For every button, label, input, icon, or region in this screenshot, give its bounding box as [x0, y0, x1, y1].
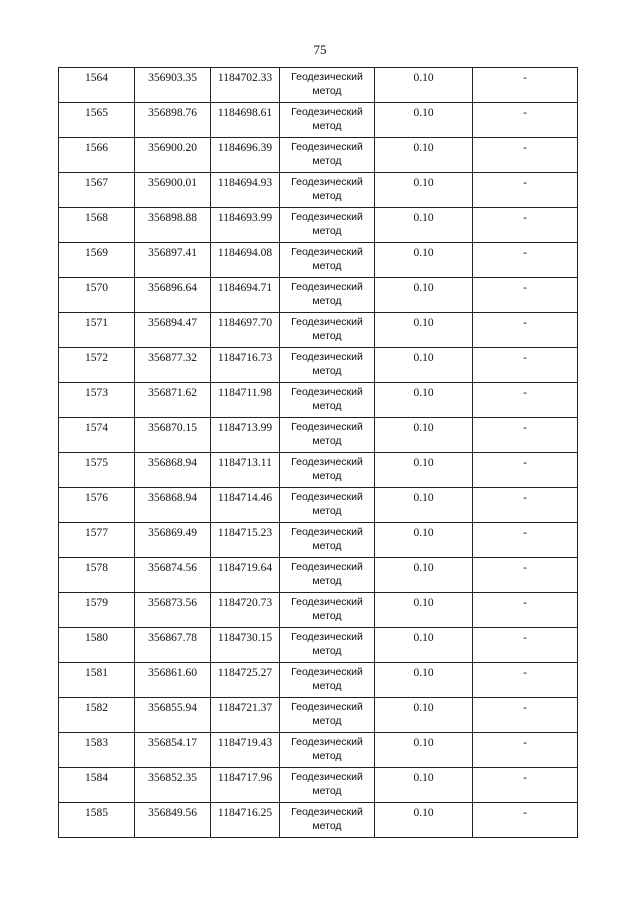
accuracy-cell: 0.10 [375, 593, 473, 628]
x-coordinate-cell: 356900.20 [135, 138, 211, 173]
method-cell: Геодезический метод [280, 138, 375, 173]
x-coordinate-cell: 356861.60 [135, 663, 211, 698]
extra-cell: - [473, 418, 578, 453]
extra-cell: - [473, 138, 578, 173]
point-number-cell: 1585 [59, 803, 135, 838]
table-row [59, 68, 578, 103]
accuracy-cell: 0.10 [375, 348, 473, 383]
point-number-cell: 1565 [59, 103, 135, 138]
point-number-cell: 1581 [59, 663, 135, 698]
y-coordinate-cell: 1184730.15 [211, 628, 280, 663]
y-coordinate-cell: 1184716.25 [211, 803, 280, 838]
extra-cell: - [473, 313, 578, 348]
method-cell: Геодезический метод [280, 243, 375, 278]
table-row [59, 278, 578, 313]
point-number-cell: 1567 [59, 173, 135, 208]
point-number-cell: 1582 [59, 698, 135, 733]
x-coordinate-cell: 356871.62 [135, 383, 211, 418]
y-coordinate-cell: 1184698.61 [211, 103, 280, 138]
accuracy-cell: 0.10 [375, 103, 473, 138]
accuracy-cell: 0.10 [375, 208, 473, 243]
table-row [59, 243, 578, 278]
accuracy-cell: 0.10 [375, 733, 473, 768]
x-coordinate-cell: 356849.56 [135, 803, 211, 838]
method-cell: Геодезический метод [280, 628, 375, 663]
method-cell: Геодезический метод [280, 488, 375, 523]
table-row [59, 768, 578, 803]
table-row [59, 558, 578, 593]
x-coordinate-cell: 356896.64 [135, 278, 211, 313]
y-coordinate-cell: 1184716.73 [211, 348, 280, 383]
table-row [59, 488, 578, 523]
extra-cell: - [473, 208, 578, 243]
y-coordinate-cell: 1184711.98 [211, 383, 280, 418]
y-coordinate-cell: 1184720.73 [211, 593, 280, 628]
method-cell: Геодезический метод [280, 593, 375, 628]
extra-cell: - [473, 803, 578, 838]
x-coordinate-cell: 356854.17 [135, 733, 211, 768]
method-cell: Геодезический метод [280, 348, 375, 383]
point-number-cell: 1579 [59, 593, 135, 628]
extra-cell: - [473, 173, 578, 208]
y-coordinate-cell: 1184714.46 [211, 488, 280, 523]
accuracy-cell: 0.10 [375, 803, 473, 838]
method-cell: Геодезический метод [280, 103, 375, 138]
extra-cell: - [473, 453, 578, 488]
method-cell: Геодезический метод [280, 523, 375, 558]
accuracy-cell: 0.10 [375, 278, 473, 313]
y-coordinate-cell: 1184694.93 [211, 173, 280, 208]
table-row [59, 138, 578, 173]
table-row [59, 208, 578, 243]
method-cell: Геодезический метод [280, 313, 375, 348]
point-number-cell: 1576 [59, 488, 135, 523]
table-row [59, 523, 578, 558]
x-coordinate-cell: 356867.78 [135, 628, 211, 663]
y-coordinate-cell: 1184694.71 [211, 278, 280, 313]
table-row [59, 418, 578, 453]
extra-cell: - [473, 558, 578, 593]
x-coordinate-cell: 356898.76 [135, 103, 211, 138]
point-number-cell: 1569 [59, 243, 135, 278]
x-coordinate-cell: 356877.32 [135, 348, 211, 383]
table-row [59, 103, 578, 138]
extra-cell: - [473, 103, 578, 138]
x-coordinate-cell: 356894.47 [135, 313, 211, 348]
method-cell: Геодезический метод [280, 383, 375, 418]
y-coordinate-cell: 1184719.64 [211, 558, 280, 593]
y-coordinate-cell: 1184694.08 [211, 243, 280, 278]
point-number-cell: 1564 [59, 68, 135, 103]
method-cell: Геодезический метод [280, 698, 375, 733]
method-cell: Геодезический метод [280, 558, 375, 593]
x-coordinate-cell: 356869.49 [135, 523, 211, 558]
extra-cell: - [473, 628, 578, 663]
accuracy-cell: 0.10 [375, 488, 473, 523]
table-row [59, 593, 578, 628]
accuracy-cell: 0.10 [375, 523, 473, 558]
accuracy-cell: 0.10 [375, 453, 473, 488]
point-number-cell: 1584 [59, 768, 135, 803]
accuracy-cell: 0.10 [375, 138, 473, 173]
point-number-cell: 1574 [59, 418, 135, 453]
x-coordinate-cell: 356870.15 [135, 418, 211, 453]
extra-cell: - [473, 523, 578, 558]
x-coordinate-cell: 356873.56 [135, 593, 211, 628]
y-coordinate-cell: 1184702.33 [211, 68, 280, 103]
page-number: 75 [313, 42, 327, 57]
accuracy-cell: 0.10 [375, 68, 473, 103]
x-coordinate-cell: 356874.56 [135, 558, 211, 593]
x-coordinate-cell: 356868.94 [135, 488, 211, 523]
x-coordinate-cell: 356898.88 [135, 208, 211, 243]
x-coordinate-cell: 356855.94 [135, 698, 211, 733]
accuracy-cell: 0.10 [375, 698, 473, 733]
point-number-cell: 1570 [59, 278, 135, 313]
x-coordinate-cell: 356903.35 [135, 68, 211, 103]
y-coordinate-cell: 1184697.70 [211, 313, 280, 348]
accuracy-cell: 0.10 [375, 418, 473, 453]
accuracy-cell: 0.10 [375, 243, 473, 278]
y-coordinate-cell: 1184715.23 [211, 523, 280, 558]
method-cell: Геодезический метод [280, 173, 375, 208]
coordinates-table-body [59, 68, 578, 838]
accuracy-cell: 0.10 [375, 558, 473, 593]
extra-cell: - [473, 68, 578, 103]
y-coordinate-cell: 1184717.96 [211, 768, 280, 803]
accuracy-cell: 0.10 [375, 173, 473, 208]
point-number-cell: 1571 [59, 313, 135, 348]
point-number-cell: 1583 [59, 733, 135, 768]
coordinates-table [58, 67, 578, 838]
table-row [59, 733, 578, 768]
method-cell: Геодезический метод [280, 803, 375, 838]
point-number-cell: 1568 [59, 208, 135, 243]
x-coordinate-cell: 356868.94 [135, 453, 211, 488]
table-row [59, 348, 578, 383]
extra-cell: - [473, 593, 578, 628]
extra-cell: - [473, 488, 578, 523]
y-coordinate-cell: 1184713.11 [211, 453, 280, 488]
accuracy-cell: 0.10 [375, 628, 473, 663]
point-number-cell: 1573 [59, 383, 135, 418]
extra-cell: - [473, 733, 578, 768]
table-row [59, 453, 578, 488]
table-row [59, 383, 578, 418]
y-coordinate-cell: 1184725.27 [211, 663, 280, 698]
y-coordinate-cell: 1184696.39 [211, 138, 280, 173]
accuracy-cell: 0.10 [375, 383, 473, 418]
y-coordinate-cell: 1184721.37 [211, 698, 280, 733]
point-number-cell: 1580 [59, 628, 135, 663]
x-coordinate-cell: 356852.35 [135, 768, 211, 803]
method-cell: Геодезический метод [280, 278, 375, 313]
point-number-cell: 1578 [59, 558, 135, 593]
method-cell: Геодезический метод [280, 663, 375, 698]
y-coordinate-cell: 1184713.99 [211, 418, 280, 453]
table-row [59, 663, 578, 698]
accuracy-cell: 0.10 [375, 663, 473, 698]
table-row [59, 313, 578, 348]
accuracy-cell: 0.10 [375, 768, 473, 803]
extra-cell: - [473, 348, 578, 383]
y-coordinate-cell: 1184693.99 [211, 208, 280, 243]
extra-cell: - [473, 768, 578, 803]
x-coordinate-cell: 356897.41 [135, 243, 211, 278]
point-number-cell: 1577 [59, 523, 135, 558]
method-cell: Геодезический метод [280, 208, 375, 243]
method-cell: Геодезический метод [280, 453, 375, 488]
point-number-cell: 1572 [59, 348, 135, 383]
extra-cell: - [473, 383, 578, 418]
point-number-cell: 1566 [59, 138, 135, 173]
table-row [59, 173, 578, 208]
x-coordinate-cell: 356900.01 [135, 173, 211, 208]
table-row [59, 803, 578, 838]
extra-cell: - [473, 278, 578, 313]
method-cell: Геодезический метод [280, 68, 375, 103]
y-coordinate-cell: 1184719.43 [211, 733, 280, 768]
method-cell: Геодезический метод [280, 733, 375, 768]
extra-cell: - [473, 243, 578, 278]
method-cell: Геодезический метод [280, 418, 375, 453]
method-cell: Геодезический метод [280, 768, 375, 803]
table-row [59, 628, 578, 663]
table-row [59, 698, 578, 733]
extra-cell: - [473, 663, 578, 698]
accuracy-cell: 0.10 [375, 313, 473, 348]
extra-cell: - [473, 698, 578, 733]
point-number-cell: 1575 [59, 453, 135, 488]
